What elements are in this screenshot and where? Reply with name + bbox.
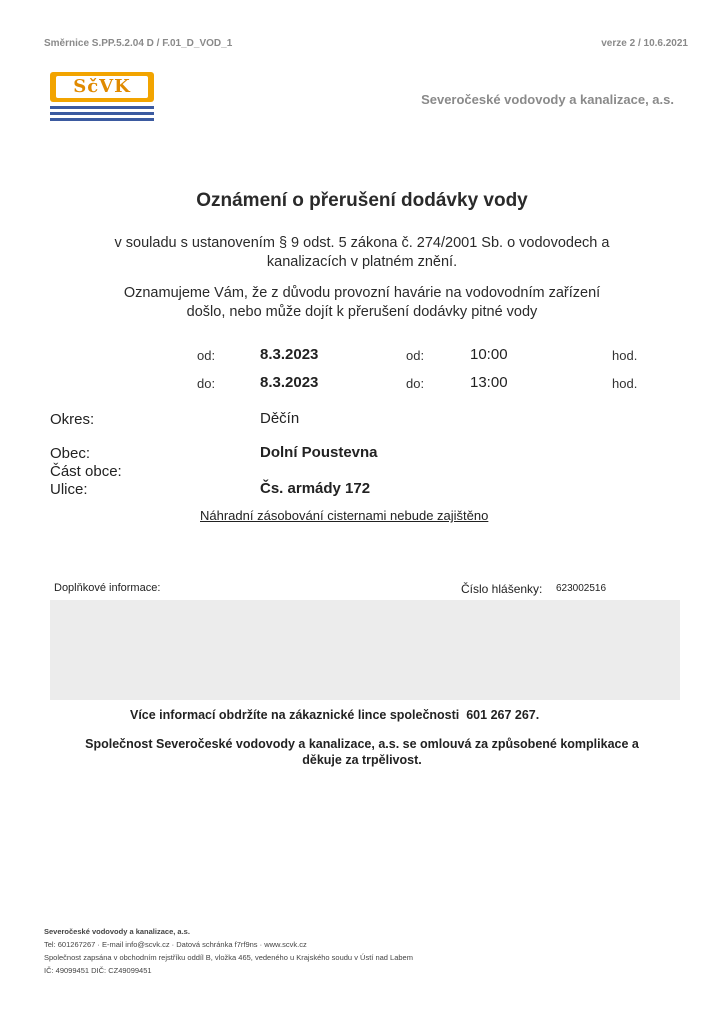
scvk-logo — [50, 72, 154, 122]
logo-text: SčVK — [56, 76, 148, 98]
from-time-label: od: — [406, 348, 425, 363]
footer-contact: Tel: 601267267 · E-mail info@scvk.cz · Datová schránka f7rf9ns · www.scvk.cz — [44, 940, 307, 949]
district-label: Okres: — [50, 411, 95, 428]
company-name: Severočeské vodovody a kanalizace, a.s. — [421, 92, 674, 107]
footer-register: Společnost zapsána v obchodním rejstříku oddíl B, vložka 465, vedeného u Krajského soudu v Ústí nad Labem — [44, 953, 413, 962]
page-title: Oznámení o přerušení dodávky vody — [196, 190, 528, 211]
from-unit: hod. — [612, 348, 638, 363]
hotline-phone: 601 267 267. — [466, 708, 540, 722]
municipality-value: Dolní Poustevna — [260, 444, 378, 461]
version-label: verze 2 / 10.6.2021 — [601, 38, 688, 49]
additional-info-box — [50, 600, 680, 700]
supply-note: Náhradní zásobování cisternami nebude zajištěno — [200, 508, 489, 523]
hotline-text — [130, 708, 539, 722]
footer-ids: IČ: 49099451 DIČ: CZ49099451 — [44, 966, 152, 975]
to-date: 8.3.2023 — [260, 374, 319, 391]
report-number: 623002516 — [556, 583, 607, 594]
intro-line-1: v souladu s ustanovením § 9 odst. 5 zákona č. 274/2001 Sb. o vodovodech a — [114, 235, 610, 251]
from-time: 10:00 — [470, 346, 508, 363]
from-date-label: od: — [197, 348, 216, 363]
to-date-label: do: — [197, 376, 216, 391]
footer-company: Severočeské vodovody a kanalizace, a.s. — [44, 927, 190, 936]
street-value: Čs. armády 172 — [260, 480, 371, 497]
from-date: 8.3.2023 — [260, 346, 319, 363]
to-time-label: do: — [406, 376, 425, 391]
to-time: 13:00 — [470, 374, 508, 391]
intro-line-2: kanalizacích v platném znění. — [266, 254, 458, 270]
apology — [40, 736, 684, 768]
intro-legal — [60, 234, 664, 272]
municipality-label: Obec: — [50, 445, 91, 462]
street-label: Ulice: — [50, 481, 88, 498]
intro-notice — [60, 284, 664, 322]
district-value: Děčín — [260, 410, 300, 427]
hotline-sentence: Více informací obdržíte na zákaznické lince společnosti — [130, 708, 460, 722]
intro-line-4: došlo, nebo může dojít k přerušení dodávky pitné vody — [186, 304, 538, 320]
apology-line-2: děkuje za trpělivost. — [302, 753, 422, 767]
to-unit: hod. — [612, 376, 638, 391]
report-number-label: Číslo hlášenky: — [461, 582, 543, 596]
directive-code: Směrnice S.PP.5.2.04 D / F.01_D_VOD_1 — [44, 38, 233, 49]
part-label: Část obce: — [50, 463, 122, 480]
additional-info-label: Doplňkové informace: — [54, 582, 161, 594]
intro-line-3: Oznamujeme Vám, že z důvodu provozní havárie na vodovodním zařízení — [123, 285, 601, 301]
apology-line-1: Společnost Severočeské vodovody a kanalizace, a.s. se omlouvá za způsobené komplikace a — [85, 737, 639, 751]
